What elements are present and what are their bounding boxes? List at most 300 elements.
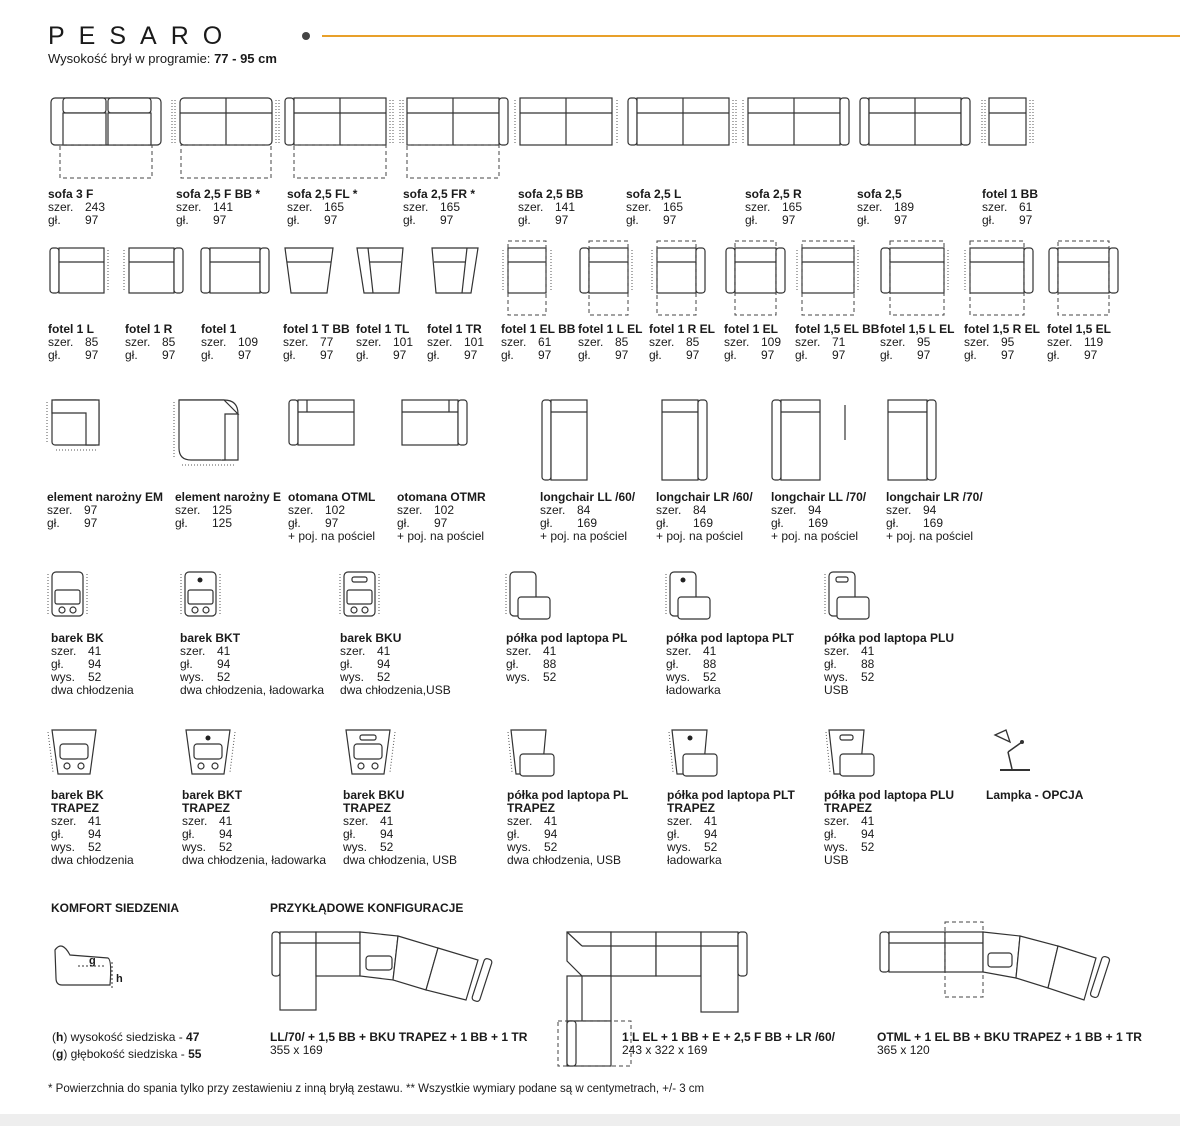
label-fotel15rel: [964, 323, 1040, 362]
label-fotel15el: [1047, 323, 1111, 362]
dimension-key: wys.: [51, 840, 75, 854]
item-name: sofa 2,5 BB: [518, 187, 584, 201]
dimension-key: gł.: [340, 657, 353, 671]
dimension-key: gł.: [649, 348, 662, 362]
dimension-value: 165: [440, 200, 461, 214]
item-name: sofa 3 F: [48, 187, 94, 201]
dimension-row: [176, 214, 260, 227]
sofa-25fl-pict: [285, 98, 393, 178]
sofa-3f-pict: [51, 98, 161, 178]
item-extra: dwa chłodzenia, ładowarka: [182, 853, 327, 867]
dimension-value: 97: [894, 213, 908, 227]
label-plu: [824, 632, 954, 697]
label-fotel1tbb: [283, 323, 350, 362]
comfort-h-open: (: [52, 1030, 56, 1044]
polka-plu-pict: [825, 572, 869, 619]
item-extra: dwa chłodzenia, ładowarka: [180, 683, 325, 697]
comfort-g-open: (: [52, 1047, 56, 1061]
footnote-1: * Powierzchnia do spania tylko przy zestawieniu z inną bryłą zestawu.: [48, 1083, 403, 1095]
item-name: fotel 1 BB: [982, 187, 1039, 201]
configs-heading: PRZYKŁĄDOWE KONFIGURACJE: [270, 901, 464, 915]
dimension-row: [48, 214, 105, 227]
dimension-value: 94: [88, 657, 102, 671]
subtitle-value: 77 - 95 cm: [214, 51, 277, 66]
label-bku: [340, 632, 451, 697]
dimension-key: szer.: [666, 644, 692, 658]
comfort-seat-icon: [55, 946, 112, 990]
label-pl_tr: [507, 789, 628, 867]
config-3-dims: 365 x 120: [877, 1043, 930, 1057]
label-bktt_tr: [182, 789, 326, 867]
dimension-key: szer.: [745, 200, 771, 214]
dimension-value: 88: [703, 657, 717, 671]
item-extra: + poj. na pościel: [540, 529, 628, 543]
dimension-row: [201, 349, 258, 362]
dimension-key: gł.: [356, 348, 369, 362]
dimension-key: wys.: [182, 840, 206, 854]
item-extra: + poj. na pościel: [397, 529, 485, 543]
dimension-value: 97: [213, 213, 227, 227]
dimension-key: szer.: [125, 335, 151, 349]
item-extra: USB: [824, 853, 849, 867]
polka-pl-trapez-pict: [508, 730, 554, 776]
dimension-value: 189: [894, 200, 915, 214]
dimension-value: 97: [84, 503, 98, 517]
item-extra: dwa chłodzenia, USB: [507, 853, 622, 867]
dimension-row: [403, 214, 475, 227]
polka-plu-trapez-pict: [826, 730, 874, 776]
dimension-key: gł.: [795, 348, 808, 362]
dimension-key: gł.: [182, 827, 195, 841]
dimension-key: wys.: [824, 670, 848, 684]
dimension-value: 52: [88, 670, 102, 684]
dimension-row: [626, 214, 683, 227]
dimension-value: 109: [238, 335, 259, 349]
dimension-key: gł.: [288, 516, 301, 530]
dimension-key: wys.: [507, 840, 531, 854]
item-name-variant: TRAPEZ: [667, 801, 715, 815]
config-3-pict: [880, 922, 1110, 1000]
item-name: fotel 1,5 EL BB: [795, 322, 880, 336]
comfort-h-line: [52, 1030, 199, 1044]
dimension-row: [427, 349, 484, 362]
item-name: fotel 1 EL BB: [501, 322, 576, 336]
label-fotel15elbb: [795, 323, 879, 362]
item-name: fotel 1 R EL: [649, 322, 716, 336]
item-name-variant: TRAPEZ: [343, 801, 391, 815]
label-sofa25fbb: [176, 188, 260, 227]
dimension-value: 88: [861, 657, 875, 671]
label-lr70: [886, 491, 983, 543]
dimension-value: 169: [577, 516, 598, 530]
polka-plt-trapez-pict: [669, 730, 717, 776]
longchair-lr60-pict: [662, 400, 707, 480]
label-sofa25fr: [403, 188, 475, 227]
label-ll60: [540, 491, 635, 543]
item-name: półka pod laptopa PLU: [824, 788, 955, 802]
label-otmr: [397, 491, 486, 543]
dimension-key: szer.: [649, 335, 675, 349]
item-name: fotel 1 L: [48, 322, 95, 336]
dimension-key: wys.: [343, 840, 367, 854]
item-extra: + poj. na pościel: [656, 529, 744, 543]
item-name: fotel 1,5 R EL: [964, 322, 1041, 336]
dimension-value: 52: [704, 840, 718, 854]
item-name: półka pod laptopa PL: [507, 788, 629, 802]
dimension-value: 94: [217, 657, 231, 671]
dimension-key: gł.: [48, 348, 61, 362]
dimension-key: szer.: [964, 335, 990, 349]
dimension-value: 102: [325, 503, 346, 517]
dimension-value: 97: [1084, 348, 1098, 362]
dimension-key: gł.: [176, 213, 189, 227]
dimension-value: 95: [917, 335, 931, 349]
dimension-row: [182, 815, 326, 828]
fotel-1l-pict: [50, 248, 108, 293]
dimension-key: wys.: [180, 670, 204, 684]
dimension-key: szer.: [397, 503, 423, 517]
dimension-value: 97: [440, 213, 454, 227]
item-extra: + poj. na pościel: [771, 529, 859, 543]
dimension-value: 97: [1019, 213, 1033, 227]
dimension-key: szer.: [356, 335, 382, 349]
item-name-variant: TRAPEZ: [51, 801, 99, 815]
dimension-value: 52: [88, 840, 102, 854]
dimension-key: gł.: [578, 348, 591, 362]
fotel-1bb-pict: [982, 98, 1033, 145]
label-sofa25r: [745, 188, 802, 227]
item-name: półka pod laptopa PL: [506, 631, 628, 645]
dimension-row: [649, 349, 715, 362]
dimension-value: 52: [217, 670, 231, 684]
label-fotel1: [201, 323, 258, 362]
dimension-row: [175, 517, 281, 530]
dimension-row: [343, 815, 457, 828]
label-otml: [288, 491, 375, 543]
dimension-value: 102: [434, 503, 455, 517]
dimension-key: gł.: [540, 516, 553, 530]
item-name: barek BK: [51, 788, 104, 802]
dimension-row: [724, 349, 781, 362]
comfort-h-text: ) wysokość siedziska -: [63, 1030, 187, 1044]
dimension-key: gł.: [47, 516, 60, 530]
dimension-key: gł.: [506, 657, 519, 671]
dimension-key: gł.: [201, 348, 214, 362]
item-extra: dwa chłodzenia, USB: [343, 853, 458, 867]
dimension-key: gł.: [771, 516, 784, 530]
label-pl: [506, 632, 627, 684]
item-name-variant: TRAPEZ: [824, 801, 872, 815]
dimension-value: 41: [88, 814, 102, 828]
dimension-key: szer.: [506, 644, 532, 658]
dimension-key: szer.: [626, 200, 652, 214]
label-fotel1rel: [649, 323, 715, 362]
item-name: barek BK: [51, 631, 104, 645]
item-name-variant: TRAPEZ: [182, 801, 230, 815]
dimension-key: gł.: [666, 657, 679, 671]
sofa-25bb-pict: [515, 98, 617, 145]
item-name: barek BKU: [340, 631, 402, 645]
config-1-name: LL/70/ + 1,5 BB + BKU TRAPEZ + 1 BB + 1 TR: [270, 1030, 528, 1044]
dimension-value: 97: [85, 348, 99, 362]
dimension-value: 97: [832, 348, 846, 362]
dimension-row: [745, 214, 802, 227]
item-name-variant: TRAPEZ: [507, 801, 555, 815]
dimension-key: szer.: [51, 814, 77, 828]
dimension-key: szer.: [771, 503, 797, 517]
dimension-key: szer.: [824, 644, 850, 658]
dimension-row: [795, 349, 879, 362]
comfort-g-line: [52, 1047, 201, 1061]
label-em: [47, 491, 163, 530]
dimension-key: gł.: [518, 213, 531, 227]
item-extra: USB: [824, 683, 849, 697]
dimension-value: 243: [85, 200, 106, 214]
dimension-value: 97: [686, 348, 700, 362]
barek-bku-trapez-pict: [346, 730, 395, 774]
dimension-key: wys.: [667, 840, 691, 854]
comfort-g-marker: g: [89, 955, 96, 967]
label-fotel1elbb: [501, 323, 575, 362]
dimension-key: gł.: [507, 827, 520, 841]
fotel-1-pict: [201, 248, 269, 293]
item-name: półka pod laptopa PLU: [824, 631, 955, 645]
fotel-1r-pict: [124, 248, 183, 293]
dimension-key: szer.: [982, 200, 1008, 214]
dimension-key: szer.: [656, 503, 682, 517]
label-sofa25: [857, 188, 914, 227]
dimension-row: [48, 349, 98, 362]
dimension-value: 94: [219, 827, 233, 841]
config-3-label: [877, 1031, 1142, 1057]
polka-plt-pict: [666, 572, 710, 619]
dimension-key: szer.: [886, 503, 912, 517]
dimension-row: [1047, 349, 1111, 362]
dimension-value: 94: [380, 827, 394, 841]
label-plt_tr: [667, 789, 795, 867]
dimension-value: 97: [538, 348, 552, 362]
dimension-value: 97: [434, 516, 448, 530]
dimension-value: 97: [238, 348, 252, 362]
dimension-value: 125: [212, 503, 233, 517]
label-fotel1el: [724, 323, 781, 362]
dimension-value: 88: [543, 657, 557, 671]
item-name: fotel 1 T BB: [283, 322, 350, 336]
dimension-key: gł.: [982, 213, 995, 227]
dimension-key: szer.: [48, 200, 74, 214]
item-name: fotel 1: [201, 322, 237, 336]
dimension-key: szer.: [180, 644, 206, 658]
dimension-value: 97: [1001, 348, 1015, 362]
dimension-key: wys.: [340, 670, 364, 684]
barek-bkt-trapez-pict: [186, 730, 235, 774]
dimension-key: szer.: [201, 335, 227, 349]
item-name: fotel 1 TL: [356, 322, 410, 336]
config-2-label: [622, 1031, 835, 1057]
label-bkt: [180, 632, 324, 697]
dimension-key: szer.: [501, 335, 527, 349]
item-name: barek BKU: [343, 788, 405, 802]
item-name: fotel 1 R: [125, 322, 173, 336]
lamp-icon: [995, 730, 1030, 770]
item-name: sofa 2,5 R: [745, 187, 802, 201]
dimension-value: 52: [377, 670, 391, 684]
dimension-key: gł.: [1047, 348, 1060, 362]
item-name: longchair LL /70/: [771, 490, 867, 504]
dimension-value: 71: [832, 335, 846, 349]
item-extra: ładowarka: [666, 683, 721, 697]
config-2-name: 1 L EL + 1 BB + E + 2,5 F BB + LR /60/: [622, 1030, 835, 1044]
sofa-25l-pict: [628, 98, 736, 145]
dimension-value: 101: [464, 335, 485, 349]
item-name: sofa 2,5 FR *: [403, 187, 476, 201]
dimension-value: 94: [861, 827, 875, 841]
label-bku_tr: [343, 789, 457, 867]
dimension-key: gł.: [824, 657, 837, 671]
item-extra: dwa chłodzenia: [51, 683, 134, 697]
dimension-value: 52: [703, 670, 717, 684]
fotel-1el-pict: [726, 241, 785, 315]
dimension-value: 97: [917, 348, 931, 362]
label-bk: [51, 632, 134, 697]
label-plt: [666, 632, 794, 697]
comfort-g-key: g: [56, 1047, 64, 1061]
dimension-key: szer.: [880, 335, 906, 349]
dimension-value: 94: [704, 827, 718, 841]
dimension-key: szer.: [287, 200, 313, 214]
label-fotel1r: [125, 323, 175, 362]
dimension-key: szer.: [518, 200, 544, 214]
dimension-key: szer.: [47, 503, 73, 517]
dimension-row: [180, 645, 324, 658]
barek-bku-pict: [340, 572, 379, 616]
dimension-value: 61: [538, 335, 552, 349]
dimension-value: 97: [162, 348, 176, 362]
barek-bkt-pict: [181, 572, 220, 616]
dimension-value: 41: [861, 644, 875, 658]
dimension-key: gł.: [343, 827, 356, 841]
dimension-row: [880, 349, 954, 362]
dimension-key: szer.: [507, 814, 533, 828]
dimension-value: 41: [380, 814, 394, 828]
item-name: sofa 2,5 L: [626, 187, 682, 201]
dimension-value: 97: [325, 516, 339, 530]
dimension-value: 41: [543, 644, 557, 658]
fotel-1tr-pict: [432, 248, 478, 293]
dimension-value: 97: [761, 348, 775, 362]
dimension-row: [578, 349, 642, 362]
barek-bk-trapez-pict: [48, 730, 96, 774]
label-sofa25bb: [518, 188, 583, 227]
sofa-25fbb-pict: [172, 98, 279, 178]
dimension-value: 52: [219, 840, 233, 854]
dimension-key: szer.: [48, 335, 74, 349]
item-name: longchair LL /60/: [540, 490, 636, 504]
dimension-key: gł.: [964, 348, 977, 362]
dimension-row: [964, 349, 1040, 362]
label-fotel1tl: [356, 323, 413, 362]
dimension-row: [507, 815, 628, 828]
item-extra: + poj. na pościel: [288, 529, 376, 543]
item-name: sofa 2,5 FL *: [287, 187, 358, 201]
dimension-value: 52: [861, 840, 875, 854]
dimension-row: [857, 214, 914, 227]
dimension-row: [506, 671, 627, 684]
comfort-h-value: 47: [186, 1030, 200, 1044]
page-title: PESARO: [48, 22, 237, 50]
dimension-value: 41: [861, 814, 875, 828]
dimension-value: 141: [213, 200, 234, 214]
dimension-key: szer.: [824, 814, 850, 828]
item-name: longchair LR /60/: [656, 490, 753, 504]
dimension-row: [506, 645, 627, 658]
longchair-lr70-pict: [888, 400, 936, 480]
dimension-value: 94: [88, 827, 102, 841]
config-1-label: [270, 1031, 527, 1057]
dimension-value: 165: [324, 200, 345, 214]
sofa-25-pict: [860, 98, 970, 145]
dimension-value: 41: [544, 814, 558, 828]
fotel-15el-pict: [1049, 241, 1118, 315]
dimension-value: 84: [577, 503, 591, 517]
element-e-pict: [174, 400, 238, 465]
element-em-pict: [47, 400, 99, 450]
dimension-value: 97: [84, 516, 98, 530]
longchair-ll60-pict: [542, 400, 587, 480]
item-extra: dwa chłodzenia: [51, 853, 134, 867]
label-fotel1l: [48, 323, 98, 362]
dimension-key: gł.: [427, 348, 440, 362]
footnote-2: ** Wszystkie wymiary podane są w centymetrach, +/- 3 cm: [406, 1083, 705, 1095]
dimension-value: 165: [782, 200, 803, 214]
item-name: sofa 2,5: [857, 187, 902, 201]
dimension-key: gł.: [667, 827, 680, 841]
barek-bk-pict: [48, 572, 87, 616]
dimension-key: gł.: [397, 516, 410, 530]
dimension-value: 41: [217, 644, 231, 658]
dimension-value: 85: [615, 335, 629, 349]
dimension-value: 125: [212, 516, 233, 530]
sofa-25r-pict: [743, 98, 849, 145]
dimension-row: [824, 645, 954, 658]
config-1-pict: [272, 932, 493, 1010]
dimension-value: 41: [703, 644, 717, 658]
item-name: fotel 1,5 EL: [1047, 322, 1112, 336]
dimension-value: 84: [693, 503, 707, 517]
dimension-value: 101: [393, 335, 414, 349]
fotel-1rel-pict: [652, 241, 705, 315]
item-extra: dwa chłodzenia,USB: [340, 683, 451, 697]
dimension-row: [824, 815, 954, 828]
subtitle-prefix: Wysokość brył w programie:: [48, 51, 211, 66]
item-name: barek BKT: [182, 788, 243, 802]
dimension-value: 52: [544, 840, 558, 854]
dimension-value: 97: [85, 213, 99, 227]
dimension-value: 97: [464, 348, 478, 362]
label-sofa25fl: [287, 188, 357, 227]
item-name: fotel 1 TR: [427, 322, 482, 336]
dimension-value: 97: [393, 348, 407, 362]
dimension-value: 85: [686, 335, 700, 349]
dimension-key: wys.: [824, 840, 848, 854]
label-fotel1tr: [427, 323, 484, 362]
label-sofa25l: [626, 188, 683, 227]
dimension-key: szer.: [667, 814, 693, 828]
dimension-key: gł.: [175, 516, 188, 530]
item-name: fotel 1,5 L EL: [880, 322, 955, 336]
dimension-key: gł.: [501, 348, 514, 362]
dimension-key: szer.: [540, 503, 566, 517]
